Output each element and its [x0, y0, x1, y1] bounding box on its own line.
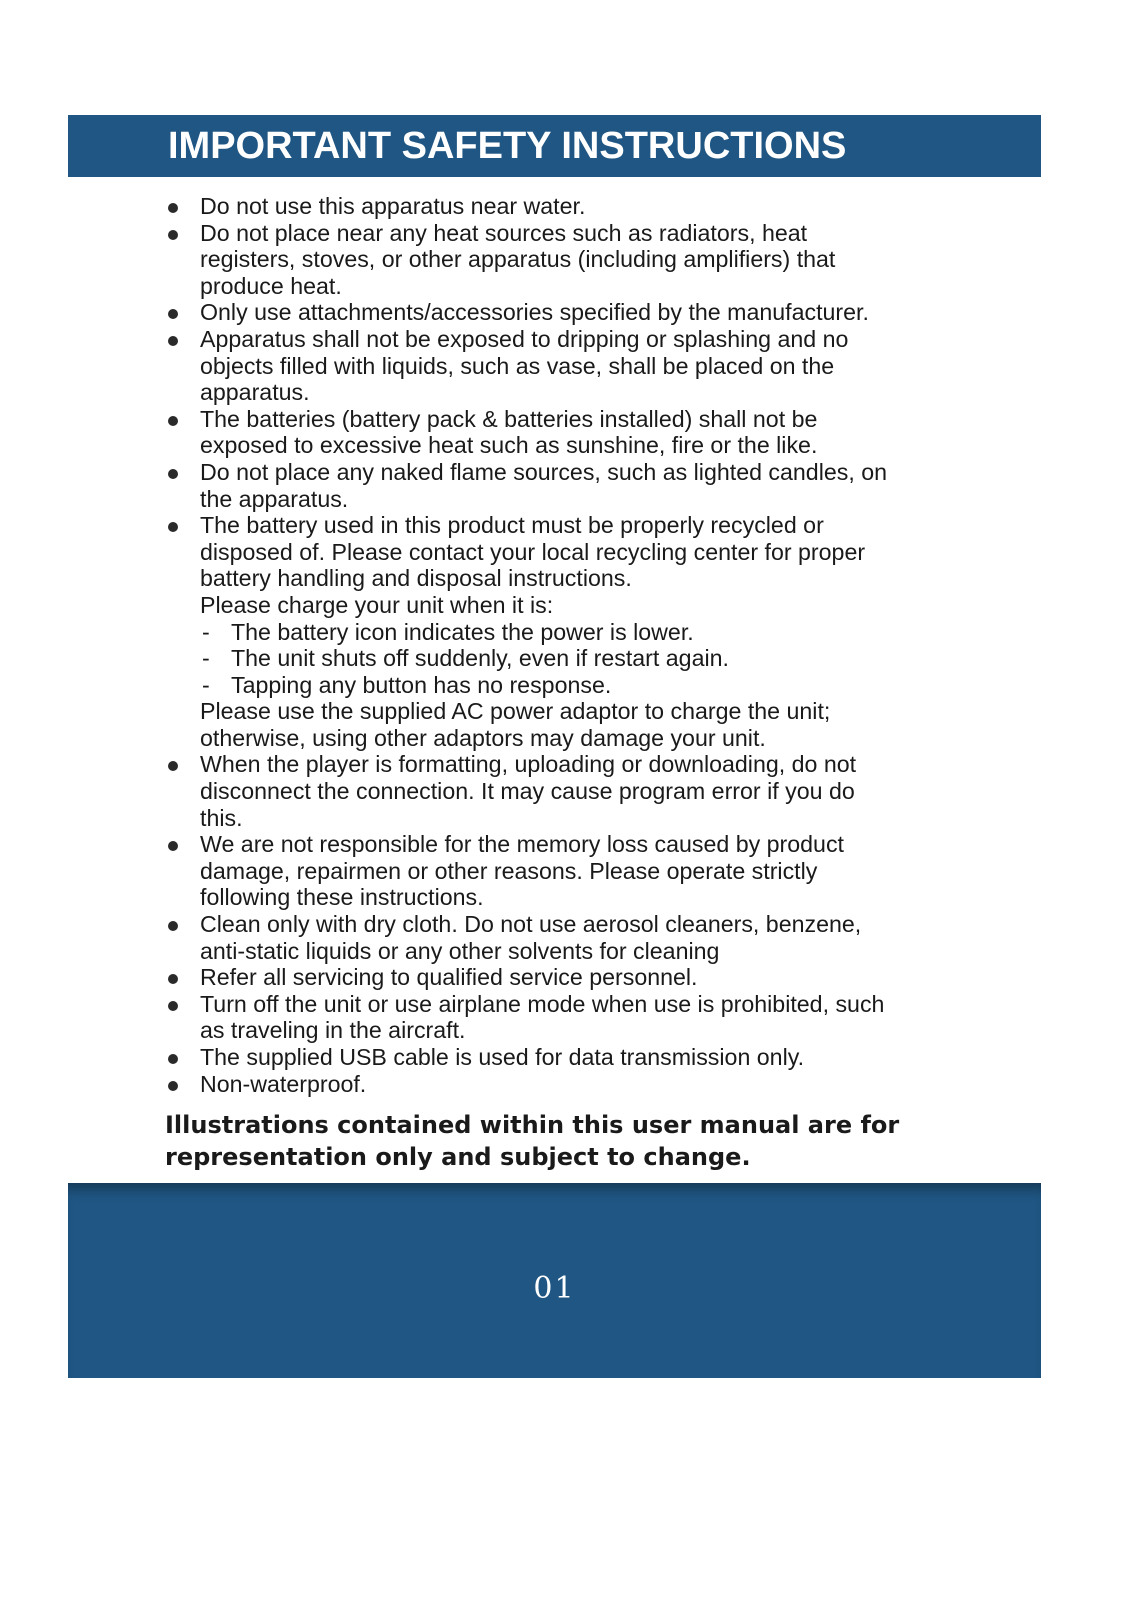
- instruction-text: anti-static liquids or any other solvents for cleaning: [200, 937, 720, 964]
- instruction-text: We are not responsible for the memory loss caused by product: [200, 831, 844, 858]
- instruction-item: [165, 831, 975, 911]
- charge-condition-list: [200, 619, 975, 699]
- instruction-text: objects filled with liquids, such as vase, shall be placed on the: [200, 352, 835, 379]
- footer-band: [68, 1183, 1041, 1378]
- bullet-icon: [168, 1054, 178, 1064]
- instruction-text: registers, stoves, or other apparatus (including amplifiers) that: [200, 246, 836, 273]
- instruction-text: the apparatus.: [200, 485, 349, 512]
- instruction-text: Do not use this apparatus near water.: [200, 193, 586, 219]
- header-band: [68, 115, 1041, 177]
- instruction-item: [165, 1044, 975, 1071]
- instruction-text: this.: [200, 804, 243, 831]
- bullet-icon: [168, 416, 178, 426]
- instruction-item: [165, 1071, 975, 1098]
- page-number: 01: [533, 1271, 576, 1306]
- instruction-item: [165, 459, 975, 512]
- instruction-text: Apparatus shall not be exposed to dripping or splashing and no: [200, 325, 849, 352]
- charge-condition-item: [200, 619, 975, 646]
- instruction-item: [165, 991, 975, 1044]
- instruction-text: exposed to excessive heat such as sunshine, fire or the like.: [200, 432, 818, 459]
- bullet-icon: [168, 974, 178, 984]
- instruction-item: [165, 220, 975, 300]
- bullet-icon: [168, 522, 178, 532]
- charge-condition-text: The battery icon indicates the power is lower.: [231, 618, 694, 645]
- instruction-text: disposed of. Please contact your local recycling center for proper: [200, 538, 866, 565]
- instruction-text: battery handling and disposal instructions.: [200, 565, 632, 592]
- instruction-text: Clean only with dry cloth. Do not use aerosol cleaners, benzene,: [200, 911, 862, 938]
- instruction-text: Only use attachments/accessories specified by the manufacturer.: [200, 299, 869, 326]
- instruction-item: [165, 299, 975, 326]
- instruction-item: [165, 512, 975, 751]
- instruction-text: Non-waterproof.: [200, 1070, 367, 1097]
- dash-marker: -: [202, 618, 210, 645]
- instruction-item: [165, 751, 975, 831]
- instruction-text: The supplied USB cable is used for data transmission only.: [200, 1044, 805, 1070]
- instruction-text: Refer all servicing to qualified service personnel.: [200, 964, 698, 991]
- dash-marker: -: [202, 671, 210, 698]
- instruction-text: Turn off the unit or use airplane mode when use is prohibited, such: [200, 990, 885, 1017]
- instruction-text: following these instructions.: [200, 884, 484, 911]
- instruction-text: apparatus.: [200, 379, 310, 406]
- instruction-text: otherwise, using other adaptors may damage your unit.: [200, 724, 766, 751]
- instruction-text: Please use the supplied AC power adaptor to charge the unit;: [200, 698, 831, 725]
- charge-condition-text: The unit shuts off suddenly, even if restart again.: [231, 645, 729, 672]
- bullet-icon: [168, 761, 178, 771]
- instruction-text: disconnect the connection. It may cause program error if you do: [200, 778, 855, 805]
- instruction-list: [165, 193, 975, 1097]
- bullet-icon: [168, 203, 178, 213]
- bullet-icon: [168, 1081, 178, 1091]
- instruction-item: [165, 406, 975, 459]
- instruction-text: Do not place near any heat sources such as radiators, heat: [200, 219, 808, 246]
- instructions-content: [165, 193, 975, 1097]
- bullet-icon: [168, 469, 178, 479]
- instruction-item: [165, 964, 975, 991]
- instruction-text: Please charge your unit when it is:: [200, 591, 554, 618]
- instruction-text: The battery used in this product must be properly recycled or: [200, 512, 824, 539]
- instruction-text: damage, repairmen or other reasons. Please operate strictly: [200, 857, 818, 884]
- instruction-item: [165, 911, 975, 964]
- charge-condition-item: [200, 672, 975, 699]
- dash-marker: -: [202, 645, 210, 672]
- notice-line: representation only and subject to change.: [165, 1143, 751, 1171]
- instruction-item: [165, 193, 975, 220]
- bullet-icon: [168, 336, 178, 346]
- page-title: IMPORTANT SAFETY INSTRUCTIONS: [168, 125, 847, 167]
- instruction-text: Do not place any naked flame sources, such as lighted candles, on: [200, 458, 888, 485]
- charge-condition-item: [200, 645, 975, 672]
- disclaimer-notice: [165, 1109, 995, 1173]
- bullet-icon: [168, 841, 178, 851]
- bullet-icon: [168, 230, 178, 240]
- bullet-icon: [168, 1001, 178, 1011]
- instruction-item: [165, 326, 975, 406]
- charge-condition-text: Tapping any button has no response.: [231, 671, 612, 698]
- instruction-text: When the player is formatting, uploading or downloading, do not: [200, 751, 857, 778]
- bullet-icon: [168, 309, 178, 319]
- bullet-icon: [168, 921, 178, 931]
- instruction-text: produce heat.: [200, 272, 342, 299]
- notice-line: Illustrations contained within this user manual are for: [165, 1111, 900, 1139]
- instruction-text: The batteries (battery pack & batteries installed) shall not be: [200, 405, 818, 432]
- instruction-text: as traveling in the aircraft.: [200, 1017, 466, 1044]
